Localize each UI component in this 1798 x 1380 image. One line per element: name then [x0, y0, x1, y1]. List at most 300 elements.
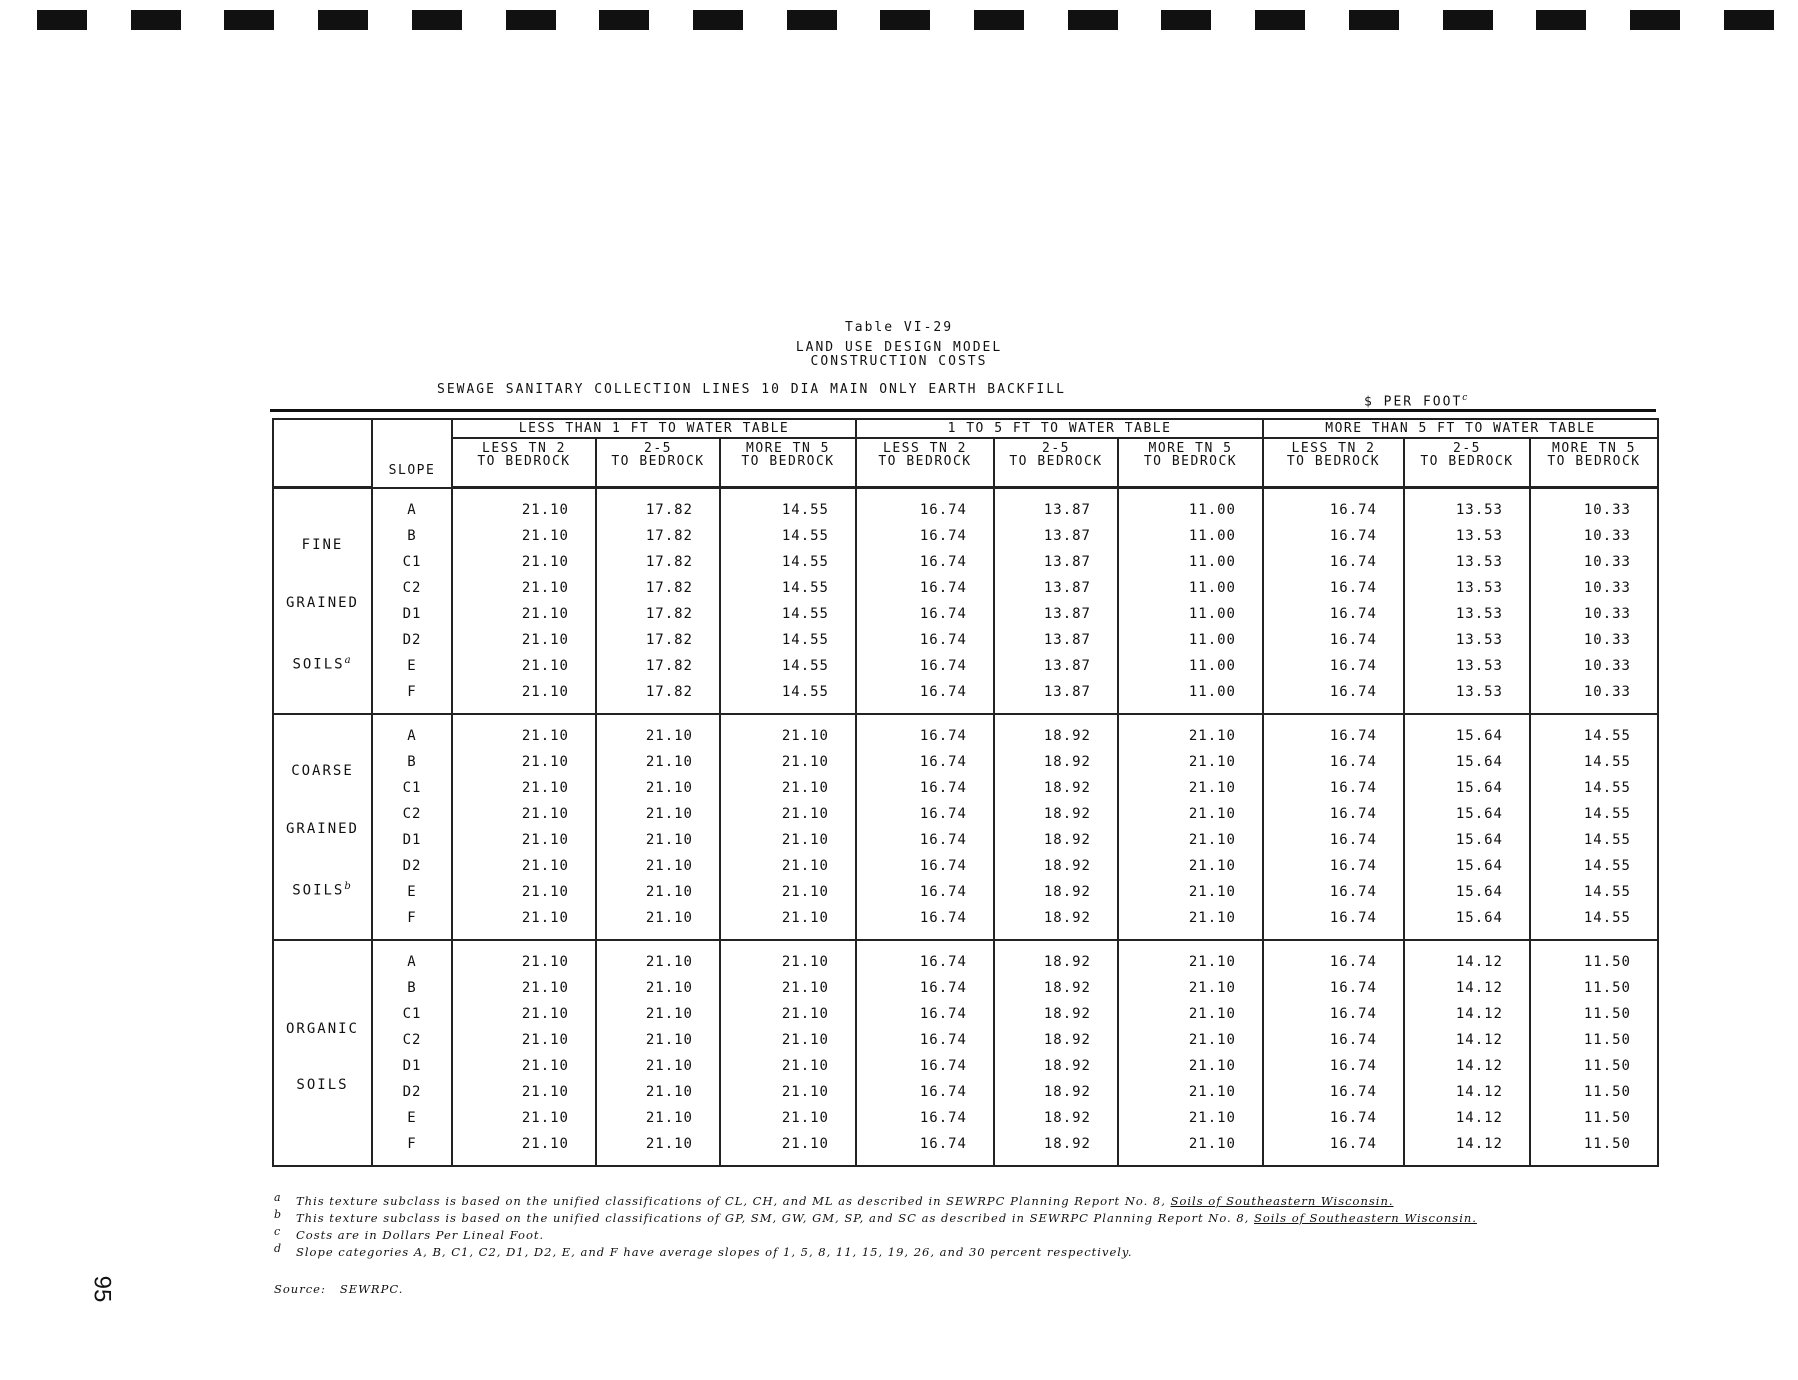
cost-cell: 21.10	[1118, 853, 1263, 879]
footnote-reference-title: Soils of Southeastern Wisconsin.	[1170, 1194, 1394, 1208]
cost-cell: 15.64	[1404, 905, 1530, 940]
registration-mark	[412, 10, 462, 30]
registration-marks	[0, 10, 1798, 32]
slope-cell: B	[372, 975, 452, 1001]
cost-cell: 18.92	[994, 1001, 1118, 1027]
footnote-mark: d	[274, 1242, 283, 1255]
slope-cell: E	[372, 879, 452, 905]
cost-cell: 18.92	[994, 1105, 1118, 1131]
cost-cell: 18.92	[994, 975, 1118, 1001]
table-row	[273, 775, 1658, 801]
cost-cell: 21.10	[596, 1053, 720, 1079]
cost-cell: 15.64	[1404, 714, 1530, 749]
cost-cell: 11.00	[1118, 488, 1263, 524]
cost-cell: 21.10	[596, 1079, 720, 1105]
cost-cell: 13.53	[1404, 601, 1530, 627]
registration-mark	[787, 10, 837, 30]
cost-cell: 18.92	[994, 749, 1118, 775]
cost-cell: 21.10	[720, 905, 856, 940]
cost-cell: 21.10	[452, 653, 596, 679]
cost-cell: 16.74	[856, 940, 994, 975]
table-row	[273, 853, 1658, 879]
cost-cell: 21.10	[596, 775, 720, 801]
cost-cell: 16.74	[856, 488, 994, 524]
cost-cell: 13.53	[1404, 488, 1530, 524]
cost-cell: 16.74	[1263, 653, 1404, 679]
cost-cell: 16.74	[1263, 1079, 1404, 1105]
cost-cell: 16.74	[856, 1079, 994, 1105]
cost-cell: 21.10	[596, 801, 720, 827]
subheader-line1: 2-5	[1042, 441, 1070, 456]
cost-cell: 16.74	[856, 1053, 994, 1079]
cost-cell: 21.10	[720, 1053, 856, 1079]
cost-cell: 21.10	[720, 1079, 856, 1105]
cost-cell: 21.10	[720, 879, 856, 905]
cost-cell: 21.10	[452, 679, 596, 714]
cost-cell: 17.82	[596, 627, 720, 653]
table-row	[273, 975, 1658, 1001]
cost-cell: 13.53	[1404, 549, 1530, 575]
cost-cell: 21.10	[720, 1105, 856, 1131]
cost-cell: 11.50	[1530, 1053, 1658, 1079]
cost-cell: 21.10	[452, 1053, 596, 1079]
cost-cell: 16.74	[856, 749, 994, 775]
cost-cell: 18.92	[994, 801, 1118, 827]
cost-cell: 16.74	[1263, 749, 1404, 775]
cost-cell: 10.33	[1530, 575, 1658, 601]
cost-cell: 21.10	[596, 1001, 720, 1027]
table-row	[273, 1131, 1658, 1166]
footnote-mark: a	[274, 1191, 282, 1204]
cost-cell: 16.74	[856, 1001, 994, 1027]
cost-cell: 17.82	[596, 679, 720, 714]
cost-cell: 21.10	[1118, 1053, 1263, 1079]
slope-cell: F	[372, 679, 452, 714]
cost-cell: 16.74	[1263, 905, 1404, 940]
cost-cell: 15.64	[1404, 775, 1530, 801]
table-row	[273, 575, 1658, 601]
cost-cell: 14.55	[720, 523, 856, 549]
cost-cell: 21.10	[452, 601, 596, 627]
slope-cell: B	[372, 523, 452, 549]
subheader-line1: 2-5	[1453, 441, 1481, 456]
cost-cell: 11.50	[1530, 1001, 1658, 1027]
slope-cell: A	[372, 714, 452, 749]
cost-cell: 16.74	[856, 853, 994, 879]
slope-cell: F	[372, 1131, 452, 1166]
cost-cell: 16.74	[1263, 575, 1404, 601]
unit-label-note: c	[1462, 393, 1470, 403]
group-header-3: MORE THAN 5 FT TO WATER TABLE	[1263, 419, 1658, 438]
cost-cell: 21.10	[452, 975, 596, 1001]
cost-cell: 14.55	[1530, 879, 1658, 905]
cost-cell: 21.10	[1118, 1001, 1263, 1027]
cost-cell: 21.10	[1118, 905, 1263, 940]
cost-cell: 18.92	[994, 879, 1118, 905]
cost-cell: 21.10	[1118, 1131, 1263, 1166]
footnote	[270, 1244, 1477, 1261]
cost-cell: 11.50	[1530, 1027, 1658, 1053]
subheader-cell	[1118, 438, 1263, 488]
cost-cell: 18.92	[994, 1079, 1118, 1105]
registration-mark	[318, 10, 368, 30]
cost-cell: 15.64	[1404, 801, 1530, 827]
cost-cell: 21.10	[452, 905, 596, 940]
cost-cell: 21.10	[1118, 975, 1263, 1001]
soil-class-label	[273, 940, 372, 1166]
cost-cell: 16.74	[1263, 714, 1404, 749]
cost-cell: 21.10	[596, 1105, 720, 1131]
slope-cell: C2	[372, 575, 452, 601]
table-top-rule	[270, 409, 1656, 412]
cost-cell: 11.00	[1118, 549, 1263, 575]
soil-class-label	[273, 488, 372, 715]
cost-cell: 21.10	[1118, 775, 1263, 801]
cost-cell: 16.74	[1263, 1001, 1404, 1027]
cost-cell: 14.12	[1404, 1027, 1530, 1053]
cost-cell: 16.74	[856, 575, 994, 601]
cost-cell: 15.64	[1404, 879, 1530, 905]
subheader-line1: MORE TN 5	[746, 441, 830, 456]
footnote-mark: c	[274, 1225, 282, 1238]
cost-cell: 16.74	[1263, 827, 1404, 853]
registration-mark	[1068, 10, 1118, 30]
cost-cell: 14.55	[720, 488, 856, 524]
cost-cell: 10.33	[1530, 523, 1658, 549]
cost-cell: 16.74	[1263, 523, 1404, 549]
table-row	[273, 488, 1658, 524]
cost-cell: 14.12	[1404, 1131, 1530, 1166]
cost-cell: 18.92	[994, 1053, 1118, 1079]
table-row	[273, 827, 1658, 853]
cost-cell: 18.92	[994, 853, 1118, 879]
cost-cell: 21.10	[452, 1105, 596, 1131]
soil-class-line: SOILS	[292, 882, 345, 899]
slope-cell: A	[372, 940, 452, 975]
cost-cell: 14.55	[1530, 853, 1658, 879]
soil-class-line: SOILS	[296, 1077, 349, 1093]
table-number: Table VI-29	[844, 320, 954, 335]
footnote-reference-title: Soils of Southeastern Wisconsin.	[1253, 1211, 1477, 1225]
table-row	[273, 749, 1658, 775]
registration-mark	[131, 10, 181, 30]
cost-cell: 21.10	[1118, 801, 1263, 827]
cost-cell: 21.10	[720, 975, 856, 1001]
soil-class-line: GRAINED	[285, 821, 359, 838]
subheader-cell	[452, 438, 596, 488]
cost-cell: 21.10	[452, 1131, 596, 1166]
cost-cell: 13.87	[994, 679, 1118, 714]
footnotes	[270, 1193, 1477, 1261]
table-row	[273, 627, 1658, 653]
soil-class-label	[273, 714, 372, 940]
footnote	[270, 1227, 1477, 1244]
cost-cell: 21.10	[596, 1131, 720, 1166]
registration-mark	[1349, 10, 1399, 30]
cost-cell: 21.10	[720, 827, 856, 853]
cost-cell: 14.55	[1530, 749, 1658, 775]
footnote	[270, 1210, 1477, 1227]
table-row	[273, 905, 1658, 940]
slope-cell: D1	[372, 1053, 452, 1079]
slope-cell: D2	[372, 627, 452, 653]
cost-cell: 16.74	[856, 714, 994, 749]
cost-cell: 14.12	[1404, 1079, 1530, 1105]
slope-header: SLOPE	[372, 419, 452, 488]
table-title-line2: CONSTRUCTION COSTS	[810, 354, 988, 369]
cost-cell: 14.55	[720, 601, 856, 627]
cost-cell: 16.74	[856, 653, 994, 679]
slope-cell: C2	[372, 801, 452, 827]
registration-mark	[880, 10, 930, 30]
cost-cell: 16.74	[1263, 1027, 1404, 1053]
cost-cell: 16.74	[1263, 549, 1404, 575]
cost-cell: 11.00	[1118, 575, 1263, 601]
cost-cell: 21.10	[596, 905, 720, 940]
cost-cell: 16.74	[856, 1105, 994, 1131]
subheader-row	[273, 438, 1658, 488]
soil-class-line: GRAINED	[285, 595, 359, 612]
table-row	[273, 1105, 1658, 1131]
cost-cell: 13.87	[994, 653, 1118, 679]
cost-cell: 11.50	[1530, 940, 1658, 975]
table-row	[273, 653, 1658, 679]
source-line	[274, 1282, 403, 1296]
table-row	[273, 679, 1658, 714]
table-row	[273, 523, 1658, 549]
cost-cell: 21.10	[1118, 1105, 1263, 1131]
cost-cell: 11.00	[1118, 601, 1263, 627]
subheader-cell	[596, 438, 720, 488]
cost-cell: 17.82	[596, 549, 720, 575]
unit-label-text: $ PER FOOT	[1364, 394, 1463, 410]
subheader-line2: TO BEDROCK	[611, 454, 705, 469]
cost-cell: 13.53	[1404, 575, 1530, 601]
registration-mark	[599, 10, 649, 30]
cost-cell: 11.00	[1118, 679, 1263, 714]
subheader-line1: LESS TN 2	[883, 441, 967, 456]
cost-cell: 16.74	[856, 879, 994, 905]
cost-cell: 16.74	[1263, 488, 1404, 524]
cost-cell: 18.92	[994, 905, 1118, 940]
cost-cell: 13.87	[994, 523, 1118, 549]
table-row	[273, 549, 1658, 575]
registration-mark	[1255, 10, 1305, 30]
cost-cell: 21.10	[720, 775, 856, 801]
cost-cell: 14.12	[1404, 1001, 1530, 1027]
cost-cell: 21.10	[1118, 1079, 1263, 1105]
slope-cell: D1	[372, 827, 452, 853]
cost-cell: 21.10	[596, 975, 720, 1001]
slope-cell: C1	[372, 775, 452, 801]
cost-cell: 14.55	[720, 653, 856, 679]
subheader-line1: MORE TN 5	[1148, 441, 1233, 456]
table-row	[273, 714, 1658, 749]
cost-cell: 21.10	[1118, 749, 1263, 775]
cost-cell: 16.74	[1263, 775, 1404, 801]
table-row	[273, 1027, 1658, 1053]
cost-cell: 16.74	[1263, 879, 1404, 905]
cost-cell: 14.12	[1404, 1105, 1530, 1131]
slope-cell: D1	[372, 601, 452, 627]
cost-cell: 18.92	[994, 714, 1118, 749]
cost-cell: 21.10	[596, 827, 720, 853]
cost-cell: 21.10	[596, 879, 720, 905]
source-label: Source:	[274, 1282, 326, 1296]
cost-cell: 16.74	[856, 975, 994, 1001]
cost-cell: 21.10	[452, 549, 596, 575]
cost-cell: 21.10	[1118, 827, 1263, 853]
subheader-cell	[720, 438, 856, 488]
cost-cell: 11.50	[1530, 1131, 1658, 1166]
subheader-line2: TO BEDROCK	[1009, 454, 1103, 469]
cost-cell: 21.10	[596, 714, 720, 749]
subheader-line1: 2-5	[644, 441, 672, 456]
cost-cell: 17.82	[596, 653, 720, 679]
cost-cell: 21.10	[720, 801, 856, 827]
cost-cell: 21.10	[452, 575, 596, 601]
cost-cell: 10.33	[1530, 549, 1658, 575]
table-row	[273, 940, 1658, 975]
cost-cell: 14.12	[1404, 975, 1530, 1001]
registration-mark	[1443, 10, 1493, 30]
cost-cell: 21.10	[596, 853, 720, 879]
page-number: 95	[88, 1275, 116, 1303]
registration-mark	[1161, 10, 1211, 30]
cost-cell: 11.50	[1530, 975, 1658, 1001]
cost-cell: 10.33	[1530, 679, 1658, 714]
table-subtitle: SEWAGE SANITARY COLLECTION LINES 10 DIA MAIN ONLY EARTH BACKFILL	[437, 382, 1066, 397]
cost-cell: 13.53	[1404, 679, 1530, 714]
subheader-line1: LESS TN 2	[482, 441, 566, 456]
cost-cell: 16.74	[1263, 801, 1404, 827]
registration-mark	[1724, 10, 1774, 30]
cost-cell: 16.74	[856, 775, 994, 801]
cost-cell: 11.50	[1530, 1105, 1658, 1131]
slope-cell: D2	[372, 1079, 452, 1105]
cost-cell: 21.10	[1118, 940, 1263, 975]
cost-cell: 14.55	[720, 575, 856, 601]
cost-cell: 21.10	[452, 801, 596, 827]
registration-mark	[1536, 10, 1586, 30]
cost-cell: 21.10	[1118, 879, 1263, 905]
cost-cell: 18.92	[994, 775, 1118, 801]
cost-cell: 21.10	[720, 1001, 856, 1027]
cost-cell: 18.92	[994, 1027, 1118, 1053]
subheader-cell	[856, 438, 994, 488]
table-title-line1: LAND USE DESIGN MODEL	[795, 340, 1003, 355]
slope-cell: C1	[372, 549, 452, 575]
footnote-text: Slope categories A, B, C1, C2, D1, D2, E, and F have average slopes of 1, 5, 8, 11, 15, 19, 26, and 30 percent respectively.	[296, 1245, 1133, 1259]
slope-cell: E	[372, 653, 452, 679]
cost-cell: 21.10	[1118, 714, 1263, 749]
slope-cell: C2	[372, 1027, 452, 1053]
cost-cell: 13.87	[994, 601, 1118, 627]
cost-cell: 13.53	[1404, 523, 1530, 549]
soil-class-line: SOILS	[292, 656, 345, 673]
cost-cell: 16.74	[1263, 627, 1404, 653]
cost-cell: 16.74	[1263, 940, 1404, 975]
cost-cell: 16.74	[856, 1027, 994, 1053]
subheader-line1: LESS TN 2	[1291, 441, 1376, 456]
table-row	[273, 879, 1658, 905]
slope-cell: F	[372, 905, 452, 940]
subheader-line2: TO BEDROCK	[1420, 454, 1514, 469]
cost-cell: 16.74	[1263, 679, 1404, 714]
footnote-text: This texture subclass is based on the unified classifications of CL, CH, and ML as described in SEWRPC Planning Report No. 8,	[296, 1194, 1171, 1208]
registration-mark	[37, 10, 87, 30]
subheader-line2: TO BEDROCK	[1143, 454, 1238, 469]
slope-cell: A	[372, 488, 452, 524]
table-row	[273, 1079, 1658, 1105]
registration-mark	[974, 10, 1024, 30]
slope-cell: B	[372, 749, 452, 775]
cost-cell: 21.10	[720, 853, 856, 879]
cost-cell: 21.10	[452, 749, 596, 775]
cost-cell: 15.64	[1404, 827, 1530, 853]
cost-cell: 16.74	[856, 627, 994, 653]
slope-cell: D2	[372, 853, 452, 879]
cost-cell: 11.00	[1118, 627, 1263, 653]
cost-cell: 13.87	[994, 488, 1118, 524]
cost-cell: 11.00	[1118, 653, 1263, 679]
cost-cell: 18.92	[994, 827, 1118, 853]
table-row	[273, 1053, 1658, 1079]
cost-cell: 21.10	[452, 853, 596, 879]
registration-mark	[1630, 10, 1680, 30]
cost-cell: 10.33	[1530, 488, 1658, 524]
cost-cell: 13.53	[1404, 627, 1530, 653]
cost-cell: 16.74	[1263, 975, 1404, 1001]
cost-cell: 16.74	[1263, 1131, 1404, 1166]
cost-cell: 14.55	[720, 679, 856, 714]
subheader-line2: TO BEDROCK	[1547, 454, 1641, 469]
cost-cell: 13.53	[1404, 653, 1530, 679]
cost-cell: 13.87	[994, 575, 1118, 601]
soil-class-line: ORGANIC	[285, 1021, 359, 1037]
cost-cell: 16.74	[1263, 1053, 1404, 1079]
cost-cell: 11.50	[1530, 1079, 1658, 1105]
cost-cell: 21.10	[596, 940, 720, 975]
subheader-line2: TO BEDROCK	[477, 454, 571, 469]
cost-cell: 16.74	[1263, 1105, 1404, 1131]
cost-cell: 21.10	[452, 523, 596, 549]
cost-cell: 17.82	[596, 601, 720, 627]
cost-cell: 21.10	[596, 749, 720, 775]
soil-class-line: FINE	[301, 537, 344, 554]
table-row	[273, 1001, 1658, 1027]
table-row	[273, 601, 1658, 627]
cost-cell: 13.87	[994, 627, 1118, 653]
cost-cell: 10.33	[1530, 653, 1658, 679]
subheader-line2: TO BEDROCK	[1286, 454, 1381, 469]
cost-cell: 16.74	[1263, 601, 1404, 627]
cost-cell: 18.92	[994, 940, 1118, 975]
cost-cell: 16.74	[856, 549, 994, 575]
cost-cell: 21.10	[720, 749, 856, 775]
cost-cell: 21.10	[452, 827, 596, 853]
cost-cell: 21.10	[596, 1027, 720, 1053]
group-header-2: 1 TO 5 FT TO WATER TABLE	[856, 419, 1263, 438]
cost-cell: 21.10	[452, 1001, 596, 1027]
subheader-line2: TO BEDROCK	[741, 454, 835, 469]
cost-table	[272, 418, 1659, 1167]
soil-class-note: b	[344, 881, 353, 893]
slope-cell: C1	[372, 1001, 452, 1027]
registration-mark	[693, 10, 743, 30]
cost-cell: 21.10	[452, 627, 596, 653]
registration-mark	[224, 10, 274, 30]
